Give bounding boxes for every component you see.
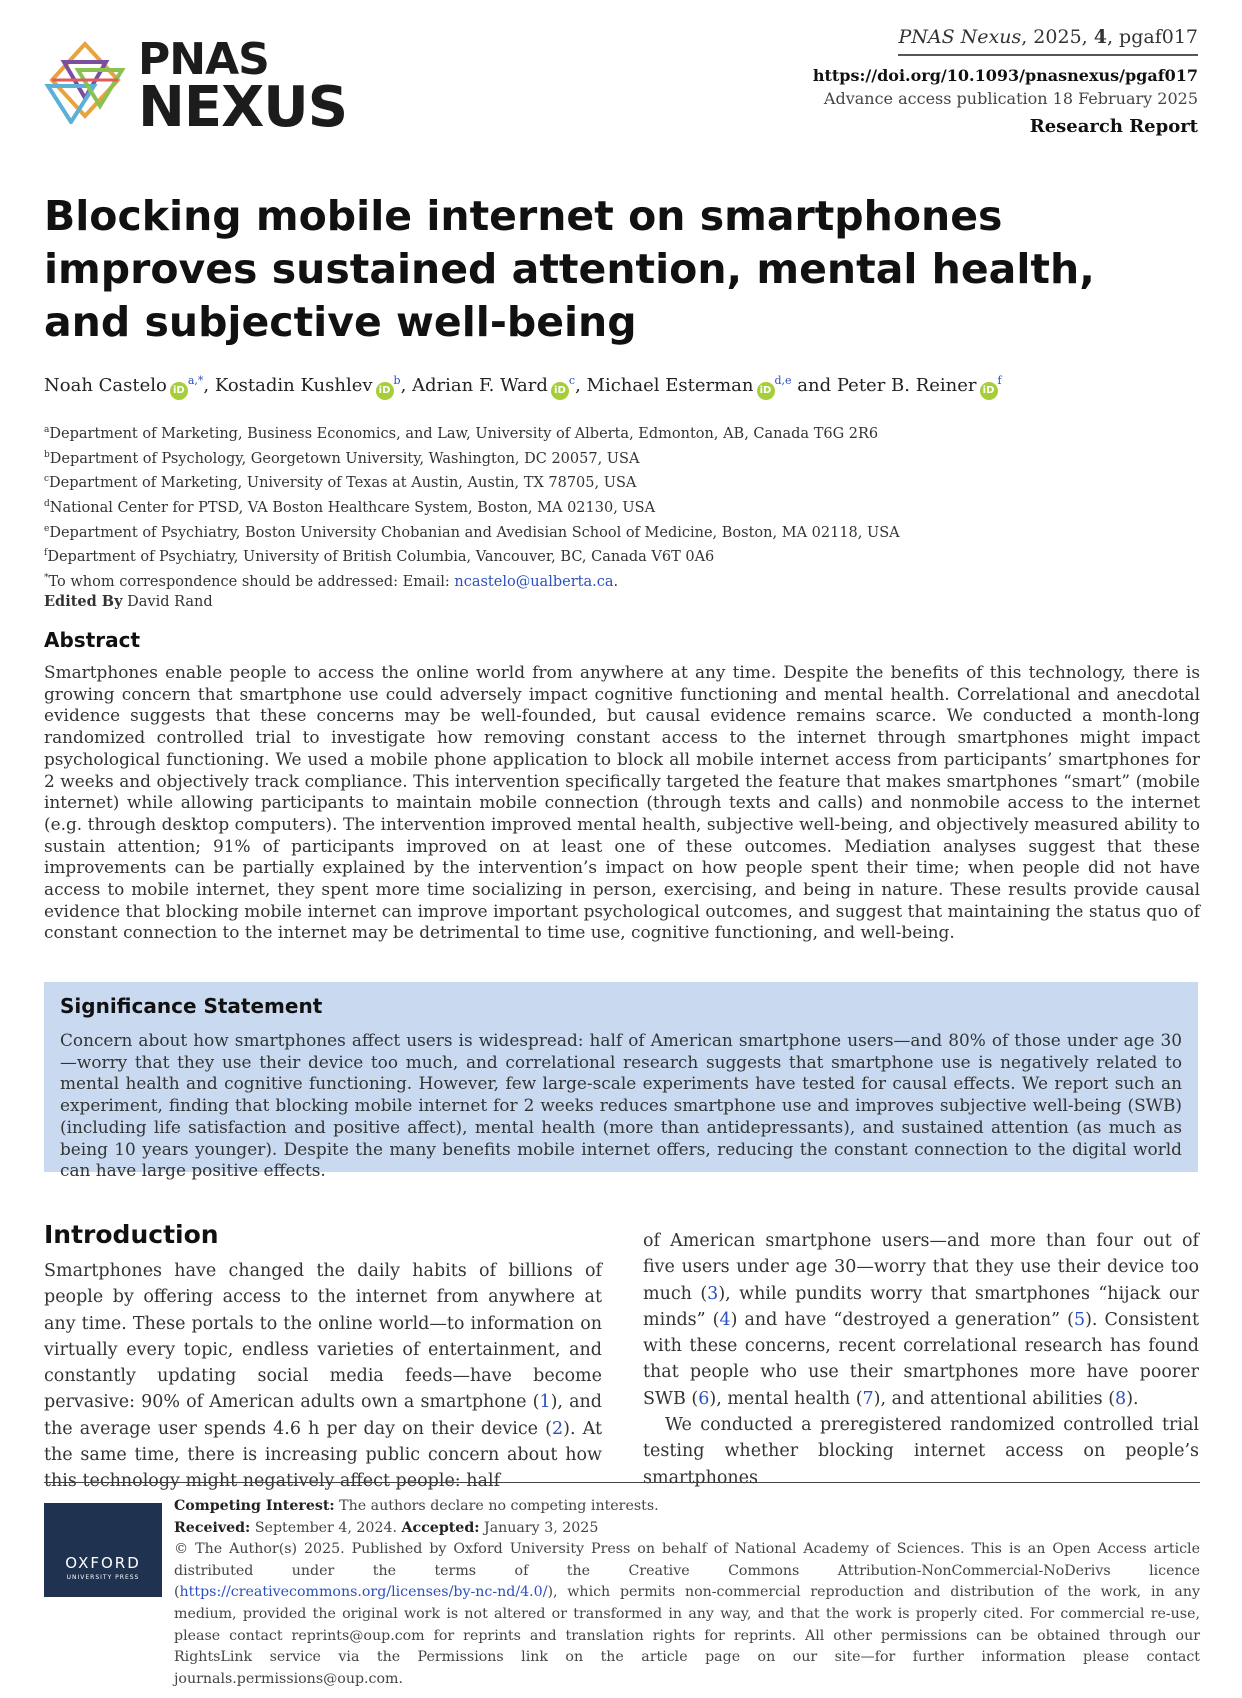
abstract-heading: Abstract — [44, 628, 141, 652]
body-text: ), and the average user spends 4.6 h per day on their device ( — [44, 1392, 602, 1439]
body-text: ), while pundits worry that smartphones “hijack our minds” ( — [643, 1283, 1199, 1330]
journal-name: PNAS Nexus — [898, 26, 1022, 48]
affiliation-list — [44, 420, 1204, 613]
reference-link[interactable]: 5 — [1073, 1309, 1086, 1330]
license-text: ), which permits non-commercial reproduction and distribution of the work, in any medium, provided the original work is not altered or transformed in any way, and that the work is properly cited. For commercial re-use, please contact reprints@oup.com for reprints and translation rights for reprints. All other permissions can be obtained through our RightsLink service via the Permissions link on the article page on our site—for further information please contact journals.permissions@oup.com. — [174, 1584, 1200, 1687]
article-header — [638, 26, 1198, 137]
affiliation-key: a — [44, 425, 50, 435]
affiliation-key: d — [44, 498, 50, 509]
reference-link[interactable]: 1 — [539, 1392, 551, 1413]
affiliation-text: Department of Psychology, Georgetown University, Washington, DC 20057, USA — [49, 450, 640, 467]
doi-link[interactable]: https://doi.org/10.1093/pnasnexus/pgaf017 — [812, 66, 1198, 85]
competing-interest — [174, 1496, 1200, 1518]
paragraph: We conducted a preregistered randomized controlled trial testing whether blocking internet access on people’s smartphones — [643, 1415, 1199, 1488]
affiliation-item — [44, 445, 1204, 470]
significance-box — [44, 982, 1198, 1181]
affiliation-item — [44, 420, 1204, 445]
article-type: Research Report — [1029, 116, 1198, 137]
author-separator: and — [791, 375, 837, 396]
correspondence-key: * — [44, 572, 49, 583]
correspondence-note — [44, 568, 1204, 593]
author-separator: , — [203, 375, 215, 396]
journal-citation — [898, 26, 1198, 56]
affiliation-key: f — [44, 548, 48, 559]
logo-text-nexus: NEXUS — [138, 75, 348, 140]
abstract-text: Smartphones enable people to access the online world from anywhere at any time. Despite the benefits of this technology, there is growing concern that smartphone use could adversely impact cognitive functioning and mental health. Correlational and anecdotal evidence suggests that these concerns may be well-founded, but causal evidence remains scarce. We conducted a month-long randomized controlled trial to investigate how removing constant access to the internet through smartphones might impact psychological functioning. We used a mobile phone application to block all mobile internet access from participants’ smartphones for 2 weeks and objectively track compliance. This intervention specifically targeted the feature that makes smartphones “smart” (mobile internet) while allowing participants to maintain mobile connection (through texts and calls) and nonmobile access to the internet (e.g. through desktop computers). The intervention improved mental health, subjective well-being, and objectively measured ability to sustain attention; 91% of participants improved on at least one of these outcomes. Mediation analyses suggest that these improvements can be partially explained by the intervention’s impact on how people spent their time; when people did not have access to mobile internet, they spent more time socializing in person, exercising, and being in nature. These results provide causal evidence that blocking mobile internet can improve important psychological outcomes, and suggest that maintaining the status quo of constant connection to the internet may be detrimental to time use, cognitive functioning, and well-being. — [44, 662, 1200, 943]
paragraph — [643, 1228, 1199, 1412]
reference-link[interactable]: 8 — [1115, 1388, 1127, 1409]
author-affil-marker[interactable]: b — [393, 374, 401, 387]
author-separator: , — [400, 375, 413, 396]
reference-link[interactable]: 6 — [698, 1388, 710, 1409]
orcid-icon[interactable]: iD — [170, 382, 188, 400]
citation-year: , 2025, — [1021, 26, 1094, 48]
author-name[interactable]: Michael Esterman — [586, 375, 754, 396]
author-affil-marker[interactable]: c — [568, 374, 576, 387]
logo-text-pnas: PNAS — [138, 34, 269, 85]
edited-by — [44, 592, 1204, 613]
correspondence-end: . — [613, 573, 619, 590]
body-text: ). At the same time, there is increasing public concern about how this technology might negatively affect people: half — [44, 1418, 602, 1492]
body-text: of American smartphone users—and more than four out of five users under age 30—worry that they use their device too much ( — [643, 1231, 1199, 1304]
article-title: Blocking mobile internet on smartphones improves sustained attention, mental health, and subjective well-being — [44, 192, 1095, 346]
author-name[interactable]: Peter B. Reiner — [836, 375, 977, 396]
editor-name: David Rand — [127, 594, 213, 611]
body-text: ), and attentional abilities ( — [873, 1388, 1116, 1409]
affiliation-text: Department of Marketing, Business Economics, and Law, University of Alberta, Edmonton, AB, Canada T6G 2R6 — [49, 425, 879, 442]
orcid-icon[interactable]: iD — [376, 382, 394, 400]
affiliation-text: Department of Psychiatry, University of British Columbia, Vancouver, BC, Canada V6T 0A6 — [47, 548, 715, 565]
affiliation-key: e — [44, 523, 50, 534]
journal-logo — [44, 34, 348, 140]
article-id: , pgaf017 — [1106, 26, 1198, 48]
body-text: ), mental health ( — [709, 1388, 863, 1409]
orcid-icon[interactable]: iD — [757, 382, 775, 400]
correspondence-text: To whom correspondence should be addressed: Email: — [48, 573, 455, 590]
license-statement — [174, 1539, 1200, 1690]
author-affil-marker[interactable]: f — [997, 374, 1002, 387]
introduction-right-column — [643, 1228, 1199, 1491]
author-name[interactable]: Kostadin Kushlev — [214, 375, 373, 396]
received-date: September 4, 2024. — [250, 1519, 402, 1536]
competing-text: The authors declare no competing interests. — [334, 1498, 659, 1514]
author-affil-marker[interactable]: a,* — [187, 374, 204, 387]
correspondence-email-link[interactable]: ncastelo@ualberta.ca — [454, 573, 614, 590]
affiliation-item — [44, 543, 1204, 568]
volume-number: 4 — [1093, 26, 1107, 48]
author-name[interactable]: Noah Castelo — [44, 375, 167, 396]
body-text: ) and have “destroyed a generation” ( — [730, 1309, 1074, 1330]
edited-by-label: Edited By — [44, 593, 123, 611]
introduction-heading: Introduction — [44, 1220, 219, 1249]
received-label: Received: — [174, 1519, 251, 1536]
author-list — [44, 374, 1204, 400]
competing-label: Competing Interest: — [174, 1498, 335, 1514]
reference-link[interactable]: 4 — [719, 1309, 731, 1330]
affiliation-item — [44, 519, 1204, 544]
advance-access-date: Advance access publication 18 February 2025 — [823, 89, 1198, 108]
affiliation-key: c — [44, 474, 50, 485]
orcid-icon[interactable]: iD — [980, 382, 998, 400]
license-text: © The Author(s) 2025. Published by Oxford University Press on behalf of National Academy of Sciences. This is an Open Access article distributed under the terms of the Creative Commons Attribution-NonCommercial-NoDerivs licence ( — [174, 1541, 1200, 1601]
accepted-date: January 3, 2025 — [479, 1519, 599, 1536]
body-text: ). Consistent with these concerns, recent correlational research has found that people who use their smartphones more have poorer SWB ( — [643, 1309, 1199, 1409]
significance-heading: Significance Statement — [60, 994, 323, 1018]
oxford-university-press-logo — [44, 1503, 162, 1597]
body-text: Smartphones have changed the daily habits of billions of people by offering access to the internet from anywhere at any time. These portals to the online world—to information on virtually every topic, endless varieties of entertainment, and constantly updating social media feeds—have become pervasive: 90% of American adults own a smartphone ( — [44, 1261, 602, 1413]
reference-link[interactable]: 2 — [551, 1418, 564, 1439]
significance-text: Concern about how smartphones affect users is widespread: half of American smartphone users—and 80% of those under age 30—worry that they use their device too much, and correlational research suggests that smartphone use is negatively related to mental health and cognitive functioning. However, few large-scale experiments have tested for causal effects. We report such an experiment, finding that blocking mobile internet for 2 weeks reduces smartphone use and improves subjective well-being (SWB) (including life satisfaction and positive affect), mental health (more than antidepressants), and sustained attention (as much as being 10 years younger). Despite the many benefits mobile internet offers, reducing the constant connection to the digital world can have large positive effects. — [60, 1030, 1182, 1181]
author-separator: , — [575, 375, 587, 396]
affiliation-text: Department of Psychiatry, Boston University Chobanian and Avedisian School of Medicine, Boston, MA 02118, USA — [49, 524, 900, 541]
footer-divider — [44, 1482, 1200, 1483]
author-name[interactable]: Adrian F. Ward — [412, 375, 548, 396]
received-accepted-dates — [174, 1518, 1200, 1540]
publisher-name: OXFORD — [65, 1554, 141, 1572]
affiliation-item — [44, 469, 1204, 494]
affiliation-text: Department of Marketing, University of Texas at Austin, Austin, TX 78705, USA — [49, 475, 637, 492]
license-link[interactable]: https://creativecommons.org/licenses/by-nc-nd/4.0/ — [179, 1584, 548, 1601]
footer-notes — [174, 1496, 1200, 1690]
author-affil-marker[interactable]: d,e — [774, 374, 792, 387]
affiliation-text: National Center for PTSD, VA Boston Healthcare System, Boston, MA 02130, USA — [49, 499, 656, 516]
introduction-left-column — [44, 1258, 602, 1495]
accepted-label: Accepted: — [401, 1519, 480, 1536]
affiliation-item — [44, 494, 1204, 519]
body-text: ). — [1126, 1388, 1139, 1409]
publisher-subtitle: UNIVERSITY PRESS — [66, 1574, 140, 1581]
pnas-nexus-logo-icon — [44, 40, 126, 124]
reference-link[interactable]: 7 — [862, 1388, 874, 1409]
orcid-icon[interactable]: iD — [551, 382, 569, 400]
affiliation-key: b — [44, 449, 50, 460]
reference-link[interactable]: 3 — [707, 1283, 719, 1304]
